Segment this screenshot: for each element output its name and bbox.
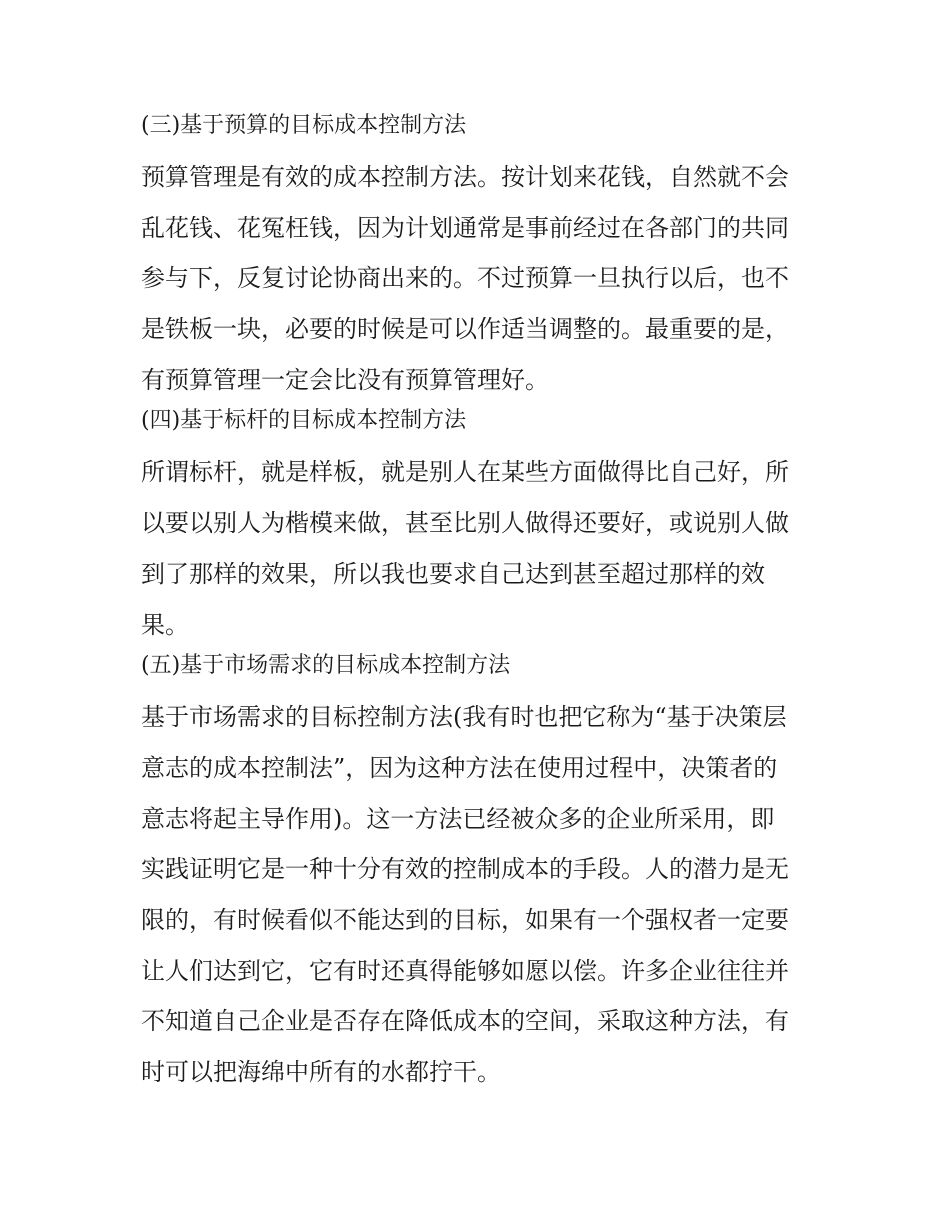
paragraph-line: 到了那样的效果，所以我也要求自己达到甚至超过那样的效 (141, 559, 765, 588)
paragraph-line: 所谓标杆，就是样板，就是别人在某些方面做得比自己好，所 (141, 458, 789, 487)
paragraph-line: 限的，有时候看似不能达到的目标，如果有一个强权者一定要 (141, 905, 789, 934)
section-heading: (三)基于预算的目标成本控制方法 (141, 113, 467, 138)
paragraph-line: 实践证明它是一种十分有效的控制成本的手段。人的潜力是无 (141, 855, 789, 884)
paragraph-line: 时可以把海绵中所有的水都拧干。 (141, 1058, 501, 1086)
document-body (141, 110, 821, 1098)
paragraph-line: 基于市场需求的目标控制方法(我有时也把它称为“基于决策层 (141, 703, 787, 732)
paragraph-line: 乱花钱、花冤枉钱，因为计划通常是事前经过在各部门的共同 (141, 213, 789, 242)
section-heading: (五)基于市场需求的目标成本控制方法 (141, 653, 511, 679)
paragraph-line: 参与下，反复讨论协商出来的。不过预算一旦执行以后，也不 (141, 264, 789, 293)
paragraph-line: 不知道自己企业是否存在降低成本的空间，采取这种方法，有 (141, 1007, 789, 1036)
paragraph-line: 预算管理是有效的成本控制方法。按计划来花钱，自然就不会 (141, 163, 789, 191)
section-heading: (四)基于标杆的目标成本控制方法 (141, 408, 467, 434)
paragraph-line: 有预算管理一定会比没有预算管理好。 (141, 365, 549, 394)
section-paragraph (141, 152, 821, 405)
paragraph-line: 让人们达到它，它有时还真得能够如愿以偿。许多企业往往并 (141, 956, 789, 985)
paragraph-line: 以要以别人为楷模来做，甚至比别人做得还要好，或说别人做 (141, 509, 789, 538)
paragraph-line: 是铁板一块，必要的时候是可以作适当调整的。最重要的是， (141, 315, 789, 344)
paragraph-line: 果。 (141, 610, 189, 639)
paragraph-line: 意志的成本控制法”，因为这种方法在使用过程中，决策者的 (141, 753, 778, 782)
section-paragraph (141, 447, 821, 650)
paragraph-line: 意志将起主导作用)。这一方法已经被众多的企业所采用，即 (141, 804, 775, 833)
section-paragraph (141, 692, 821, 1098)
